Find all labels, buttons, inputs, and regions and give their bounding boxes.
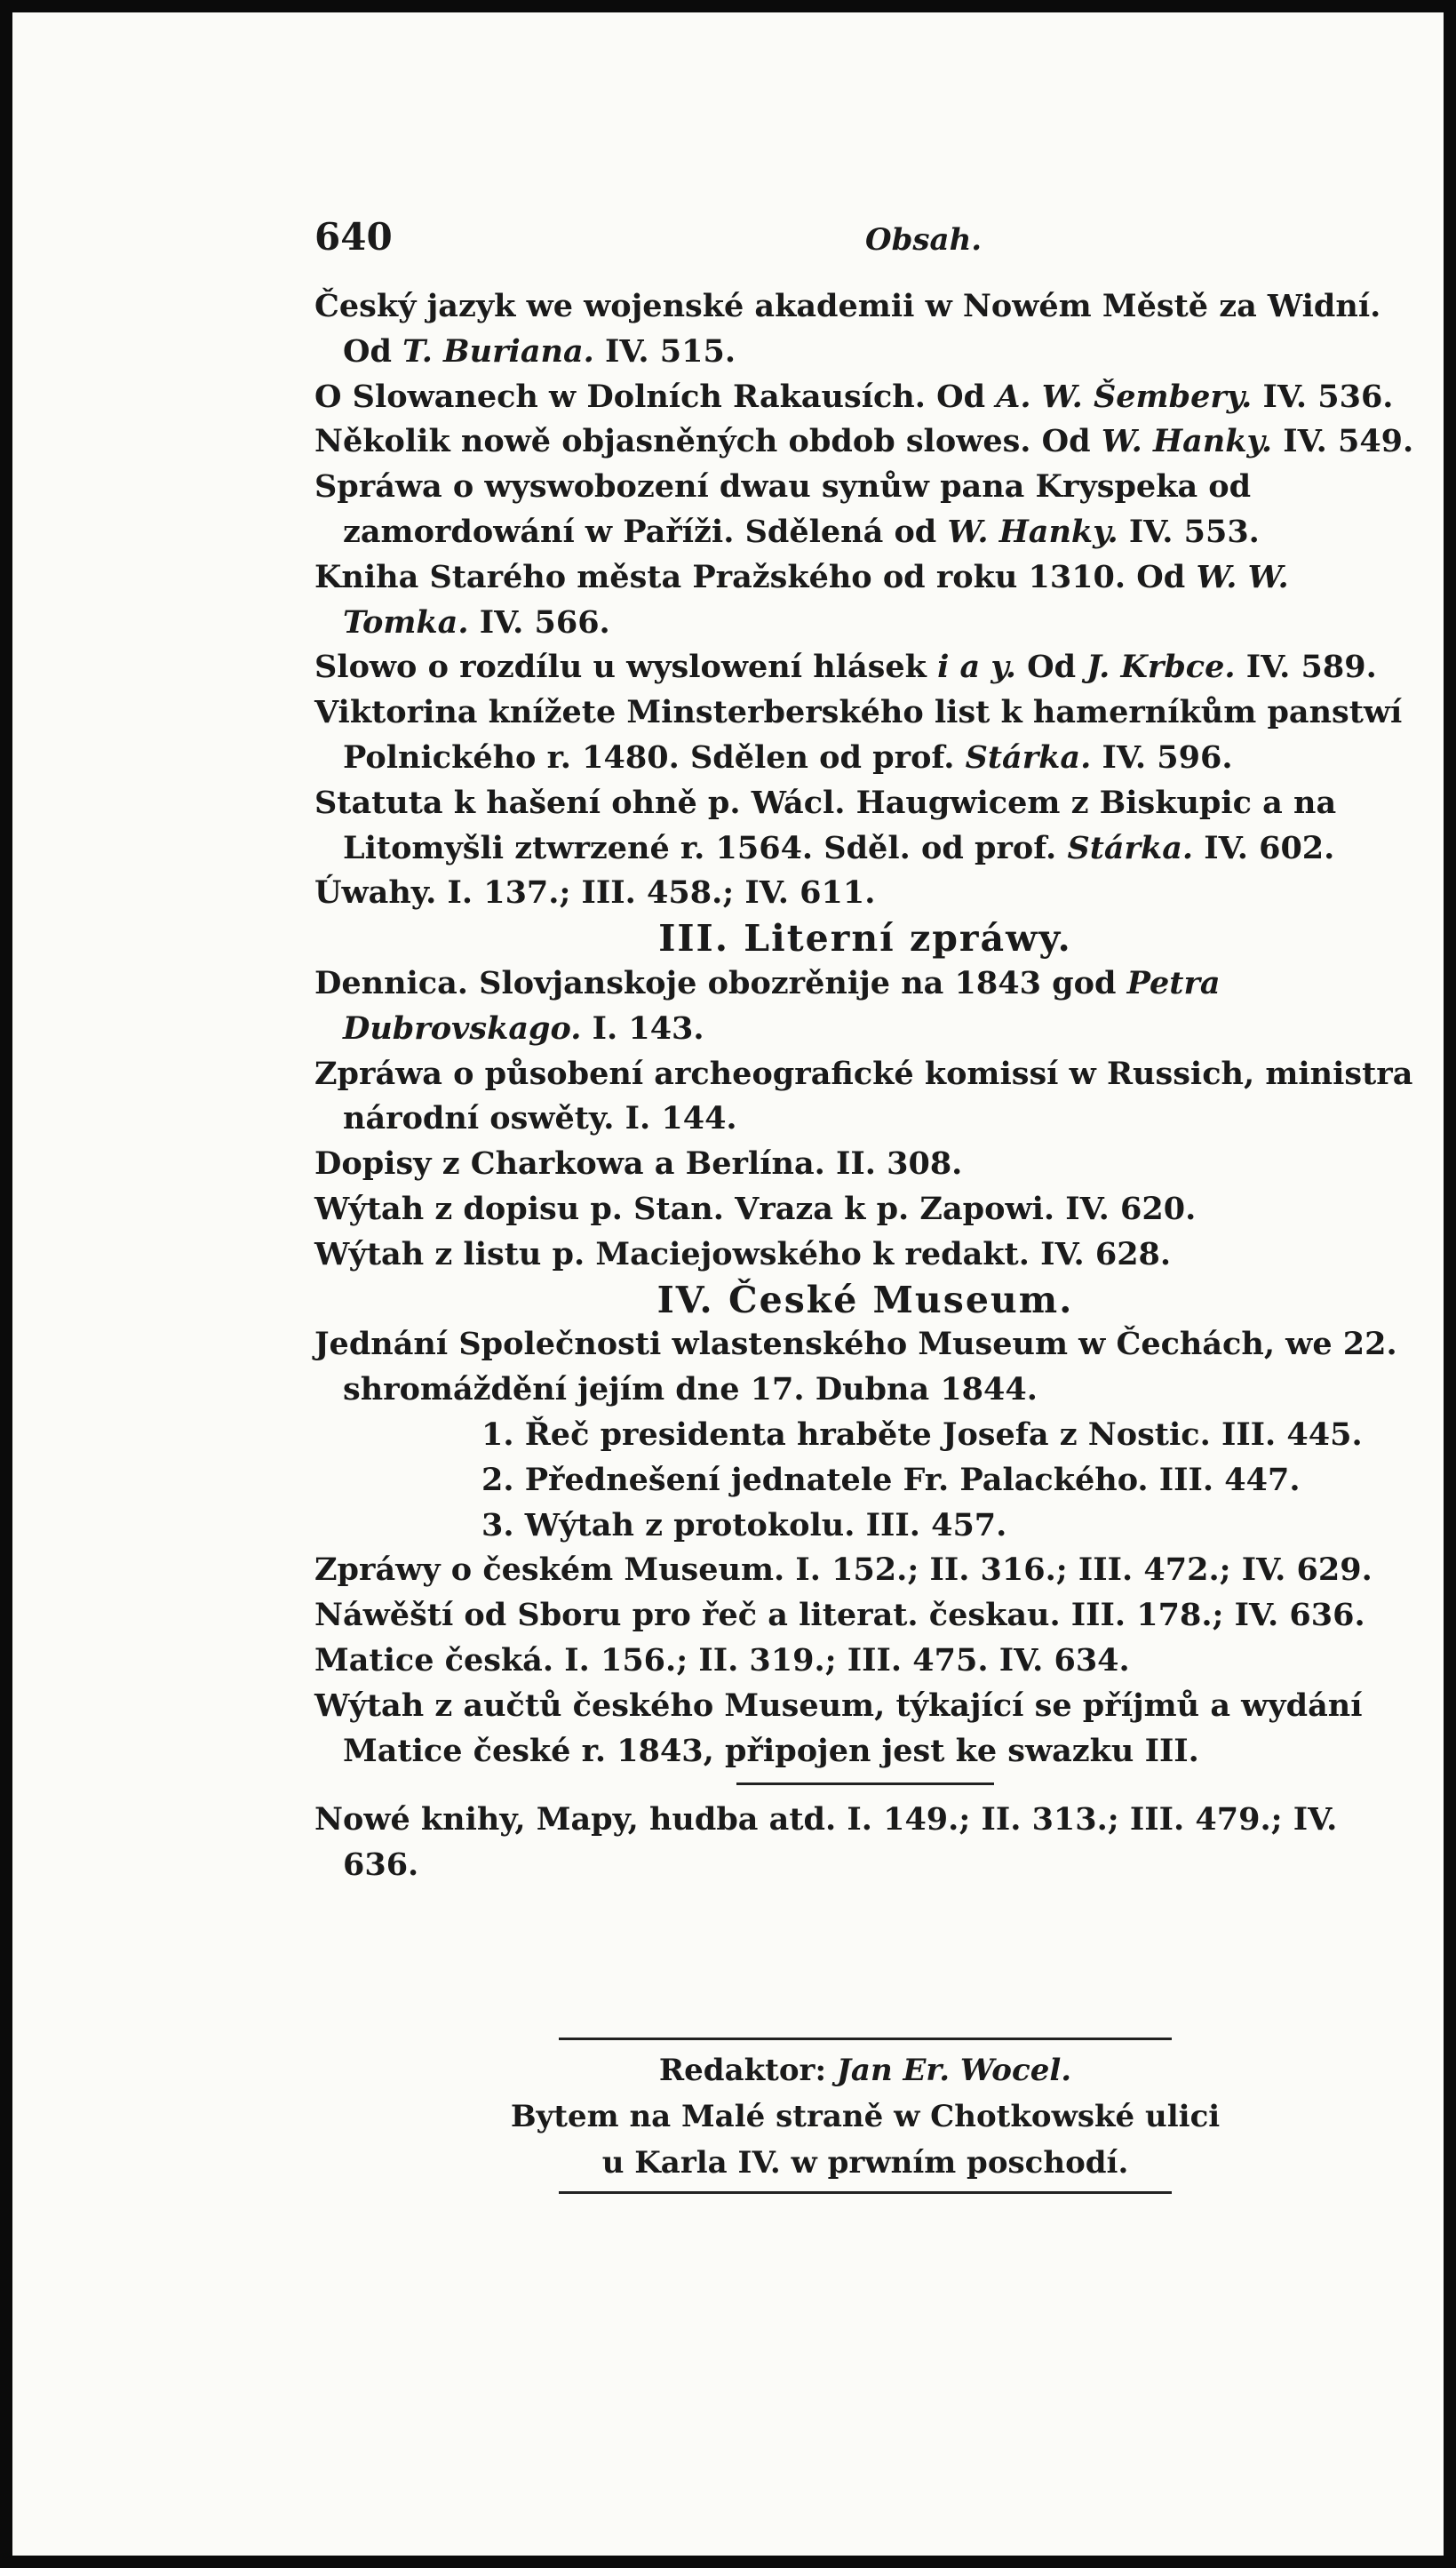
footer-editor-line: Redaktor: Jan Er. Wocel. (658, 2052, 1072, 2088)
page-header (314, 215, 1416, 284)
list-item: Několik nowě objasněných obdob slowes. Od W. Hanky. IV. 549. (314, 423, 1414, 460)
list-item: Jednání Společnosti wlastenského Museum w Čechách, we 22. shromáždění jejím dne 17. Dubna 1844. (314, 1326, 1397, 1408)
footer-address-line: Bytem na Malé straně w Chotkowské ulici (510, 2098, 1221, 2134)
footer (314, 2047, 1416, 2186)
list-item: Wýtah z aučtů českého Museum, týkající se příjmů a wydání Matice české r. 1843, připojen jest ke swazku III. (314, 1687, 1363, 1769)
section-heading-museum: IV. České Museum. (656, 1278, 1074, 1321)
list-item: Wýtah z dopisu p. Stan. Vraza k p. Zapowi. IV. 620. (314, 1190, 1197, 1227)
sub-item: 1. Řeč presidenta hraběte Josefa z Nostic. III. 445. (481, 1416, 1363, 1453)
list-item: Úwahy. I. 137.; III. 458.; IV. 611. (314, 874, 876, 912)
list-item: Slowo o rozdílu u wyslowení hlásek i a y. Od J. Krbce. IV. 589. (314, 649, 1377, 686)
list-item: Viktorina knížete Minsterberského list k hamerníkům panstwí Polnického r. 1480. Sdělen od prof. Stárka. IV. 596. (314, 694, 1403, 776)
footer-top-rule (559, 2038, 1172, 2040)
sub-item: 2. Přednešení jednatele Fr. Palackého. III. 447. (481, 1461, 1301, 1498)
list-item: Wýtah z listu p. Maciejowského k redakt. IV. 628. (314, 1235, 1172, 1272)
list-item: O Slowanech w Dolních Rakausích. Od A. W. Šembery. IV. 536. (314, 378, 1394, 415)
section-literni-entries (314, 961, 1416, 1278)
list-item: Náwěští od Sboru pro řeč a literat. českau. III. 178.; IV. 636. (314, 1597, 1365, 1634)
list-item: Matice česká. I. 156.; II. 319.; III. 475. IV. 634. (314, 1641, 1130, 1679)
section-museum-entries (314, 1322, 1416, 1774)
list-item: Český jazyk we wojenské akademii w Nowém Městě za Widní. Od T. Buriana. IV. 515. (314, 288, 1381, 370)
page-number: 640 (314, 215, 393, 259)
running-title: Obsah. (865, 222, 983, 258)
list-item: Dopisy z Charkowa a Berlína. II. 308. (314, 1145, 963, 1183)
list-item: Kniha Starého města Pražského od roku 1310. Od W. W. Tomka. IV. 566. (314, 558, 1289, 641)
footer-bottom-rule (559, 2191, 1172, 2194)
divider (736, 1782, 994, 1785)
final-entry: Nowé knihy, Mapy, hudba atd. I. 149.; II. 313.; III. 479.; IV. 636. (314, 1801, 1338, 1884)
page-content (314, 215, 1416, 2194)
list-item: Dennica. Slovjanskoje obozrěnije na 1843 god Petra Dubrovskago. I. 143. (314, 964, 1221, 1047)
scanned-page (12, 12, 1444, 2556)
footer-floor-line: u Karla IV. w prwním poschodí. (601, 2144, 1129, 2181)
section-heading-literni: III. Literní zpráwy. (658, 917, 1072, 961)
list-item: Zpráwy o českém Museum. I. 152.; II. 316.; III. 472.; IV. 629. (314, 1551, 1372, 1589)
list-item: Spráwa o wyswobození dwau synůw pana Kryspeka od zamordowání w Paříži. Sdělená od W. Hanky. IV. 553. (314, 468, 1260, 550)
list-item: Statuta k hašení ohně p. Wácl. Haugwicem z Biskupic a na Litomyšli ztwrzené r. 1564. Sděl. od prof. Stárka. IV. 602. (314, 784, 1337, 866)
entries-top (314, 284, 1416, 916)
sub-item: 3. Wýtah z protokolu. III. 457. (481, 1506, 1007, 1543)
list-item: Zpráwa o působení archeografické komissí w Russich, ministra národní oswěty. I. 144. (314, 1055, 1413, 1137)
